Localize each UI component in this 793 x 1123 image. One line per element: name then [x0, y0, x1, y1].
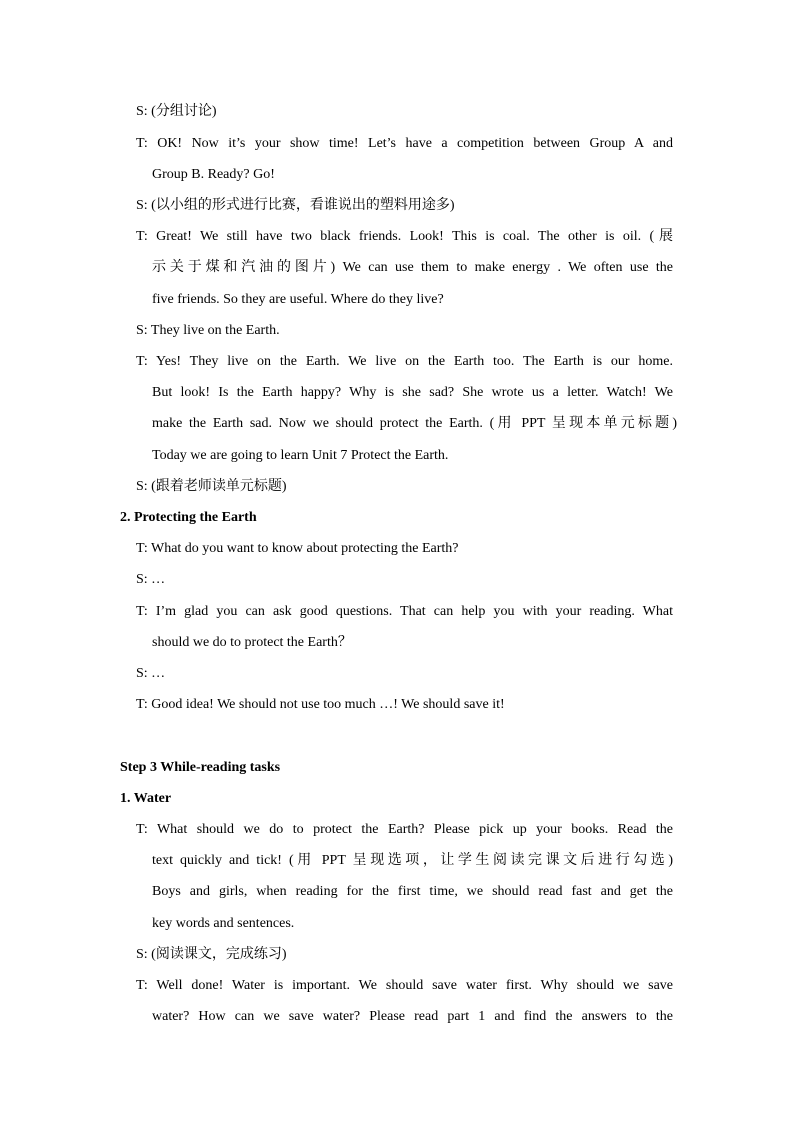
dialogue-line: T: Good idea! We should not use too much …! We should save it!: [136, 697, 505, 712]
dialogue-line: should we do to protect the Earth？: [152, 635, 352, 650]
dialogue-line: But look! Is the Earth happy? Why is she sad? She wrote us a letter. Watch! We: [152, 385, 673, 400]
dialogue-line: Today we are going to learn Unit 7 Protect the Earth.: [152, 448, 449, 463]
dialogue-line: T: What should we do to protect the Earth? Please pick up your books. Read the: [136, 822, 673, 837]
dialogue-line: S: (跟着老师读单元标题): [136, 479, 287, 494]
dialogue-line: Group B. Ready? Go!: [152, 167, 275, 182]
dialogue-line: make the Earth sad. Now we should protect the Earth. (用 PPT 呈现本单元标题): [152, 416, 677, 431]
dialogue-line: S: (阅读课文，完成练习): [136, 947, 287, 962]
dialogue-line: S: They live on the Earth.: [136, 323, 280, 338]
dialogue-line: five friends. So they are useful. Where do they live?: [152, 292, 444, 307]
section-heading: 2. Protecting the Earth: [120, 510, 257, 525]
step-heading: Step 3 While-reading tasks: [120, 760, 281, 775]
dialogue-line: S: …: [136, 572, 166, 587]
dialogue-line: T: Well done! Water is important. We should save water first. Why should we save: [136, 978, 673, 993]
dialogue-line: S: (以小组的形式进行比赛，看谁说出的塑料用途多): [136, 198, 455, 213]
dialogue-line: T: Yes! They live on the Earth. We live on the Earth too. The Earth is our home.: [136, 354, 673, 369]
dialogue-line: T: OK! Now it’s your show time! Let’s have a competition between Group A and: [136, 136, 673, 151]
dialogue-line: 示关于煤和汽油的图片) We can use them to make energy . We often use the: [152, 260, 673, 275]
dialogue-line: water? How can we save water? Please read part 1 and find the answers to the: [152, 1009, 673, 1024]
dialogue-line: T: I’m glad you can ask good questions. That can help you with your reading. What: [136, 604, 673, 619]
section-heading: 1. Water: [120, 791, 172, 806]
dialogue-line: T: Great! We still have two black friends. Look! This is coal. The other is oil. (展: [136, 229, 673, 244]
dialogue-line: Boys and girls, when reading for the first time, we should read fast and get the: [152, 884, 673, 899]
dialogue-line: T: What do you want to know about protecting the Earth?: [136, 541, 459, 556]
dialogue-line: S: …: [136, 666, 166, 681]
dialogue-line: S: (分组讨论): [136, 104, 217, 119]
dialogue-line: text quickly and tick! (用 PPT 呈现选项，让学生阅读完课文后进行勾选): [152, 853, 673, 868]
dialogue-line: key words and sentences.: [152, 916, 295, 931]
